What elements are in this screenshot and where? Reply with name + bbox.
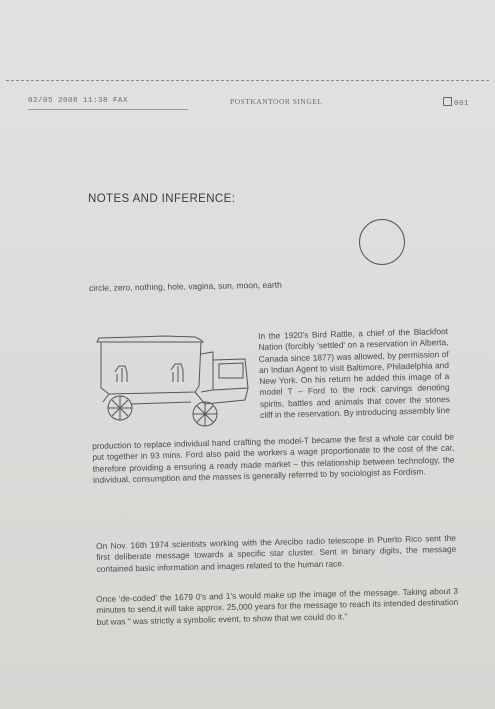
paragraph-arecibo: On Nov. 16th 1974 scientists working with the Arecibo radio telescope in Puerto Rico sent the first deliberate message towards a specific star cluster. Sent in binary digits, the message contained basic information and images related to the human race. [96, 532, 457, 574]
model-t-car-drawing [95, 330, 255, 430]
keywords-line: circle, zero, nothing, hole, vagina, sun, moon, earth [89, 279, 282, 293]
paragraph-bird-rattle: In the 1920's Bird Rattle, a chief of the Blackfoot Nation (forcibly 'settled' on a reservation in Alberta, Canada since 1877) was allowed, by permission of an Indian Agent to visit Baltimore, Philadelphia and New York. On his return he added this image of a model T – Ford to the rock carvings denoting spirits, battles and animals that cover the stones cliff in the reservation. By introducing assembly line [258, 326, 451, 421]
circle-drawing [359, 219, 405, 265]
fax-header-underline [28, 109, 188, 110]
fax-page-number [443, 97, 469, 108]
paragraph-decoded: Once 'de-coded' the 1679 0's and 1's would make up the image of the message. Taking about 3 minutes to send,it will take approx. 25,000 years for the message to reach its intended destination but was " was strictly a symbolic event, to show that we could do it." [96, 585, 459, 627]
fax-datetime: 02/05 2008 11:38 FAX [28, 97, 129, 105]
fax-tear-line [6, 80, 489, 81]
fax-sender: POSTKANTOOR SINGEL [230, 97, 323, 106]
fax-page-icon [443, 97, 452, 106]
notes-title: NOTES AND INFERENCE: [88, 193, 236, 205]
fax-page-number-value: 001 [453, 100, 469, 108]
paragraph-fordism: production to replace individual hand crafting the model-T became the first a whole car could be put together in 93 mins. Ford also paid the workers a wage proportionate to the cost of the car, therefore providing a ensuring a ready made market – this relationship between technology, the individual, consumption and the masses is generally referred to by sociologist as Fordism. [92, 431, 455, 485]
